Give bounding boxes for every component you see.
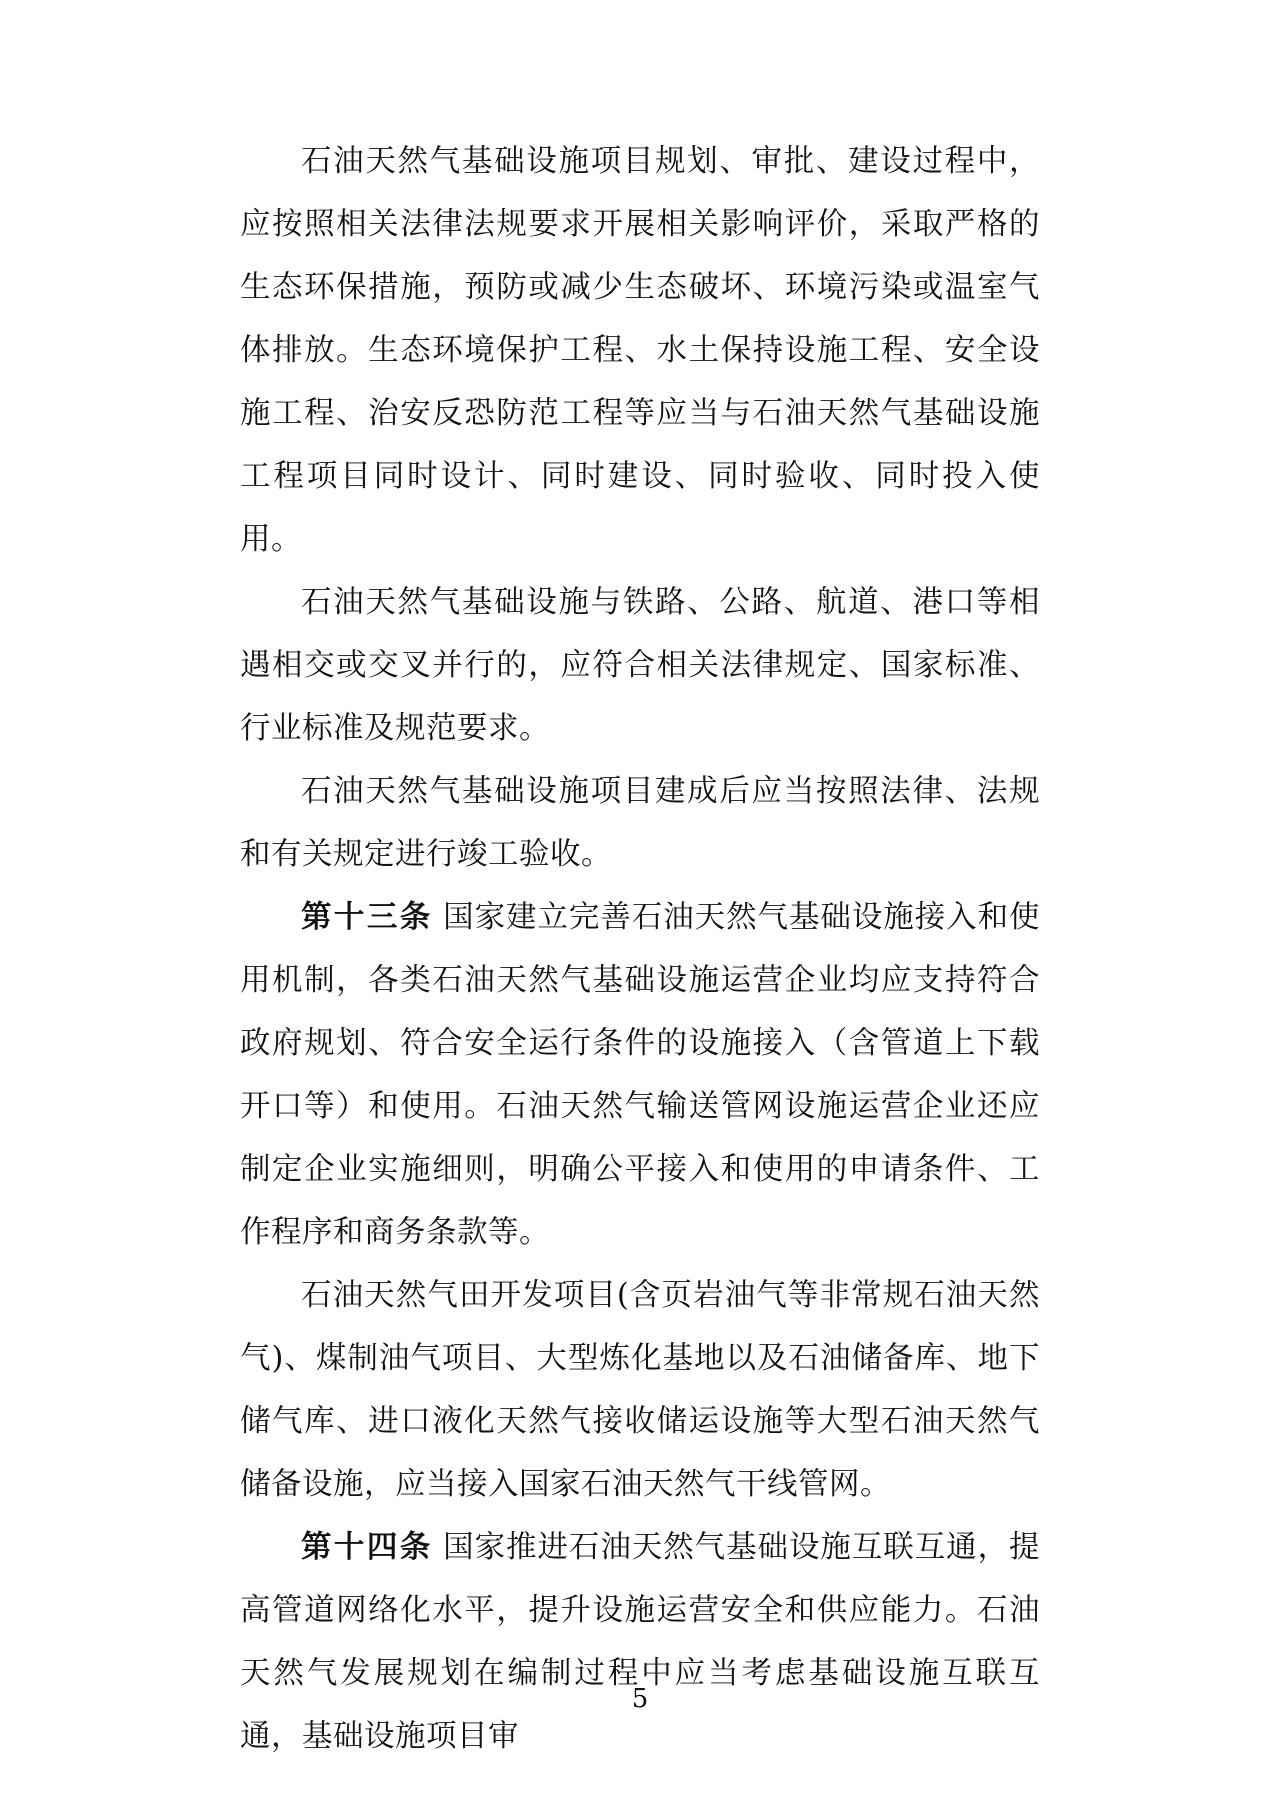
paragraph-text: 石油天然气基础设施项目建成后应当按照法律、法规和有关规定进行竣工验收。 — [240, 774, 1040, 872]
paragraph-text: 石油天然气基础设施项目规划、审批、建设过程中，应按照相关法律法规要求开展相关影响评价，采取严格的生态环保措施，预防或减少生态破坏、环境污染或温室气体排放。生态环境保护工程、水土保持设施工程、安全设施工程、治安反恐防范工程等应当与石油天然气基础设施工程项目同时设计、同时建设、同时验收、同时投入使用。 — [240, 144, 1040, 557]
page-number: 5 — [631, 1684, 649, 1714]
paragraph-text: 石油天然气基础设施与铁路、公路、航道、港口等相遇相交或交叉并行的，应符合相关法律规定、国家标准、行业标准及规范要求。 — [240, 585, 1040, 746]
paragraph — [240, 760, 1040, 886]
paragraph-text: 国家推进石油天然气基础设施互联互通，提高管道网络化水平，提升设施运营安全和供应能力。石油天然气发展规划在编制过程中应当考虑基础设施互联互通，基础设施项目审 — [240, 1530, 1041, 1754]
document-body — [240, 130, 1040, 1768]
article-number-label: 第十四条 — [301, 1529, 433, 1565]
paragraph — [240, 130, 1040, 571]
paragraph-text: 石油天然气田开发项目(含页岩油气等非常规石油天然气)、煤制油气项目、大型炼化基地以及石油储备库、地下储气库、进口液化天然气接收储运设施等大型石油天然气储备设施，应当接入国家石油天然气干线管网。 — [240, 1278, 1040, 1502]
paragraph-article-14 — [240, 1516, 1040, 1768]
article-number-label: 第十三条 — [301, 899, 433, 935]
paragraph-text: 国家建立完善石油天然气基础设施接入和使用机制，各类石油天然气基础设施运营企业均应支持符合政府规划、符合安全运行条件的设施接入（含管道上下载开口等）和使用。石油天然气输送管网设施运营企业还应制定企业实施细则，明确公平接入和使用的申请条件、工作程序和商务条款等。 — [240, 900, 1041, 1250]
paragraph — [240, 1264, 1040, 1516]
paragraph-article-13 — [240, 886, 1040, 1264]
paragraph — [240, 571, 1040, 760]
